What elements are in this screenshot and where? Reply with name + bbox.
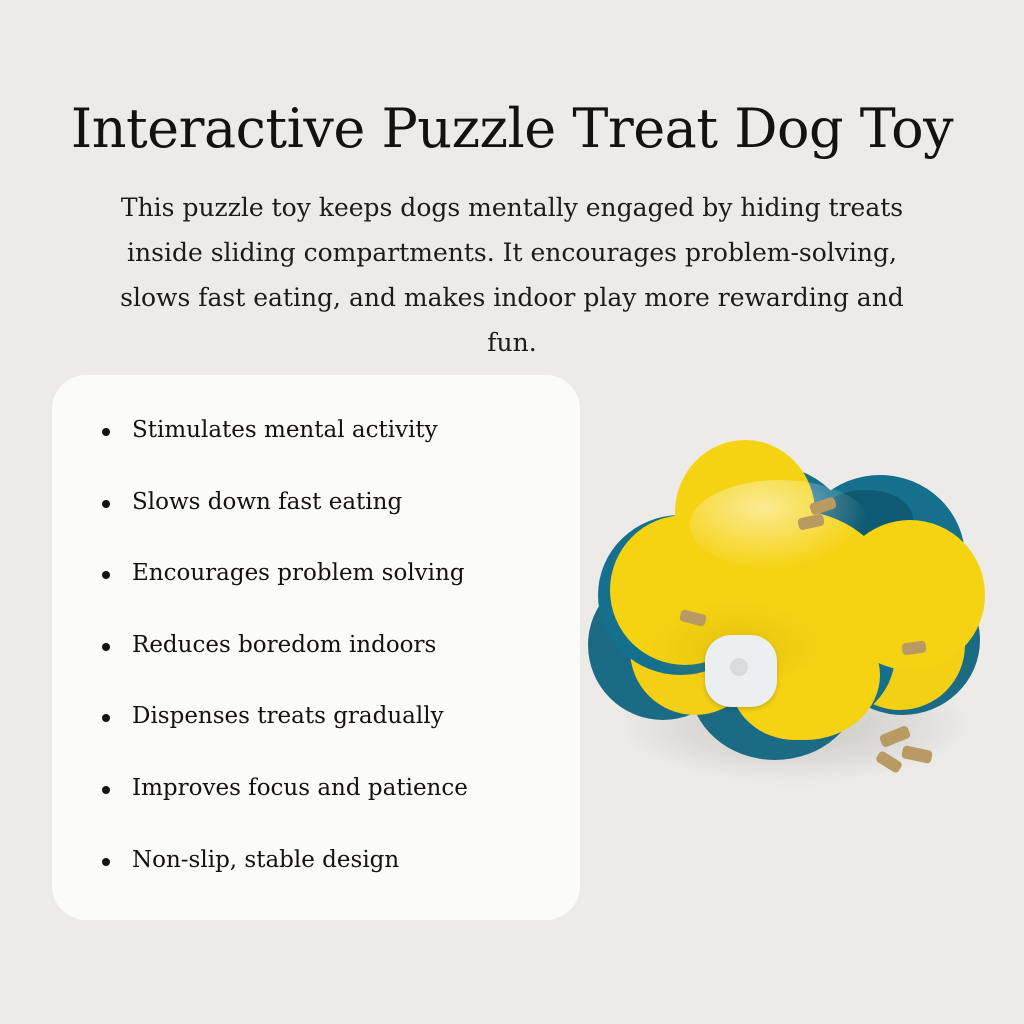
list-item: Reduces boredom indoors bbox=[96, 632, 544, 660]
list-item: Non-slip, stable design bbox=[96, 847, 544, 875]
page-subtitle: This puzzle toy keeps dogs mentally engaged by hiding treats inside sliding compartments. It encourages problem-solving, slows fast eating, and makes indoor play more rewarding and fun. bbox=[120, 193, 904, 357]
toy-white-slider-knob bbox=[730, 658, 748, 676]
features-card bbox=[52, 375, 580, 920]
list-item: Slows down fast eating bbox=[96, 489, 544, 517]
list-item: Stimulates mental activity bbox=[96, 417, 544, 445]
list-item: Dispenses treats gradually bbox=[96, 703, 544, 731]
features-list bbox=[96, 417, 544, 874]
list-item: Encourages problem solving bbox=[96, 560, 544, 588]
toy-top-yellow bbox=[580, 420, 1010, 840]
list-item: Improves focus and patience bbox=[96, 775, 544, 803]
product-image bbox=[580, 420, 1010, 840]
page-title: Interactive Puzzle Treat Dog Toy bbox=[70, 97, 954, 161]
